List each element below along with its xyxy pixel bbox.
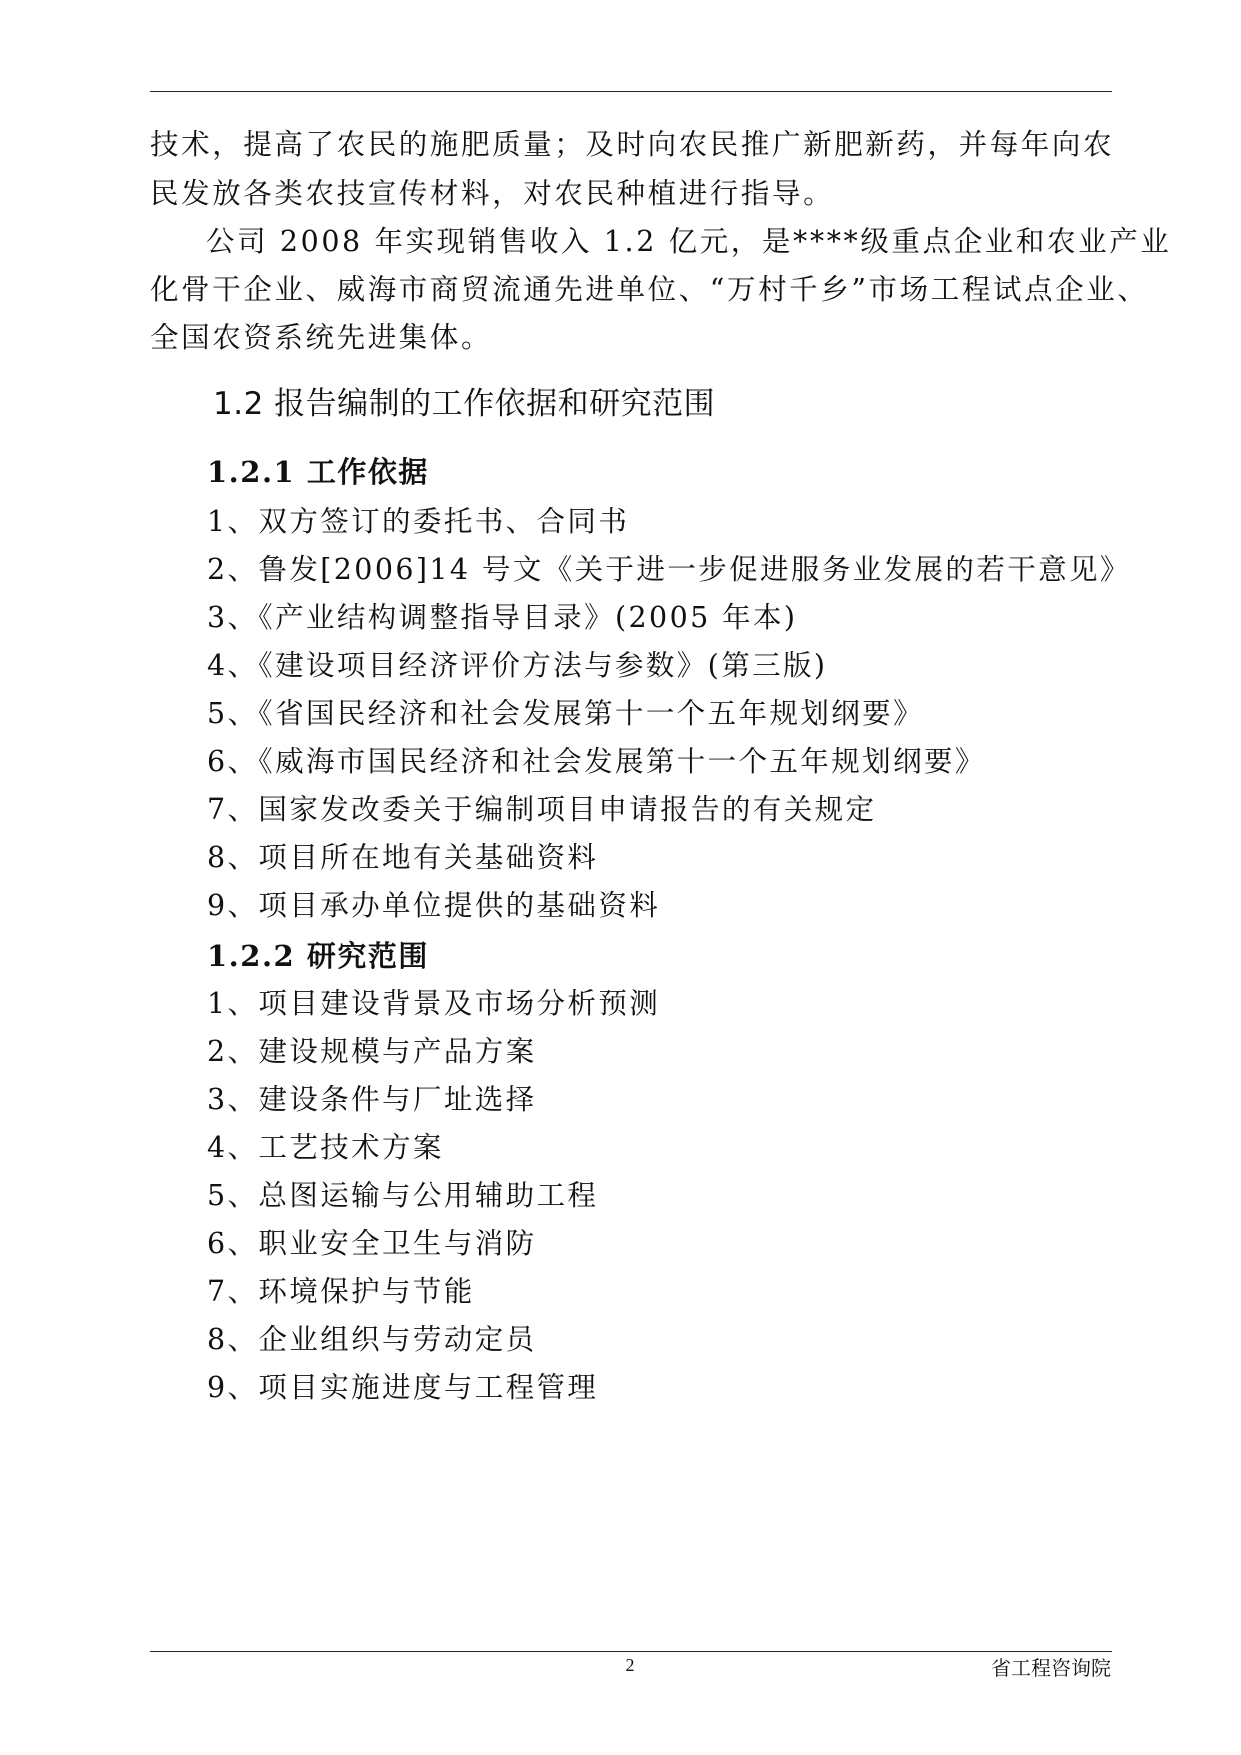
paragraph-2-line-3: 全国农资系统先进集体。 xyxy=(150,321,493,354)
paragraph-1-line-2: 民发放各类农技宣传材料，对农民种植进行指导。 xyxy=(150,177,835,210)
work-basis-item: 9、项目承办单位提供的基础资料 xyxy=(207,889,661,922)
footer-rule xyxy=(150,1651,1112,1652)
research-scope-item: 9、项目实施进度与工程管理 xyxy=(207,1371,599,1404)
work-basis-item: 8、项目所在地有关基础资料 xyxy=(207,841,599,874)
research-scope-item: 2、建设规模与产品方案 xyxy=(207,1035,537,1068)
research-scope-item: 8、企业组织与劳动定员 xyxy=(207,1323,537,1356)
research-scope-item: 4、工艺技术方案 xyxy=(207,1131,444,1164)
paragraph-1-line-1: 技术，提高了农民的施肥质量；及时向农民推广新肥新药，并每年向农 xyxy=(150,128,1115,161)
header-rule xyxy=(150,91,1112,92)
research-scope-item: 5、总图运输与公用辅助工程 xyxy=(207,1179,599,1212)
work-basis-item: 6、《威海市国民经济和社会发展第十一个五年规划纲要》 xyxy=(207,745,986,778)
paragraph-2-line-2: 化骨干企业、威海市商贸流通先进单位、“万村千乡”市场工程试点企业、 xyxy=(150,273,1149,306)
section-heading: 1.2 报告编制的工作依据和研究范围 xyxy=(213,386,716,422)
subsection-heading-work-basis: 1.2.1 工作依据 xyxy=(207,455,429,489)
research-scope-item: 1、项目建设背景及市场分析预测 xyxy=(207,987,661,1020)
work-basis-item: 4、《建设项目经济评价方法与参数》(第三版) xyxy=(207,649,828,682)
subsection-heading-research-scope: 1.2.2 研究范围 xyxy=(207,939,429,973)
page-number: 2 xyxy=(625,1655,635,1675)
paragraph-2-line-1: 公司 2008 年实现销售收入 1.2 亿元，是****级重点企业和农业产业 xyxy=(206,225,1172,258)
research-scope-item: 3、建设条件与厂址选择 xyxy=(207,1083,537,1116)
work-basis-item: 2、鲁发[2006]14 号文《关于进一步促进服务业发展的若干意见》 xyxy=(207,553,1131,586)
work-basis-item: 1、双方签订的委托书、合同书 xyxy=(207,505,630,538)
work-basis-item: 7、国家发改委关于编制项目申请报告的有关规定 xyxy=(207,793,877,826)
footer-organization: 省工程咨询院 xyxy=(991,1656,1111,1680)
research-scope-item: 6、职业安全卫生与消防 xyxy=(207,1227,537,1260)
work-basis-item: 3、《产业结构调整指导目录》(2005 年本) xyxy=(207,601,798,634)
research-scope-item: 7、环境保护与节能 xyxy=(207,1275,475,1308)
work-basis-item: 5、《省国民经济和社会发展第十一个五年规划纲要》 xyxy=(207,697,924,730)
